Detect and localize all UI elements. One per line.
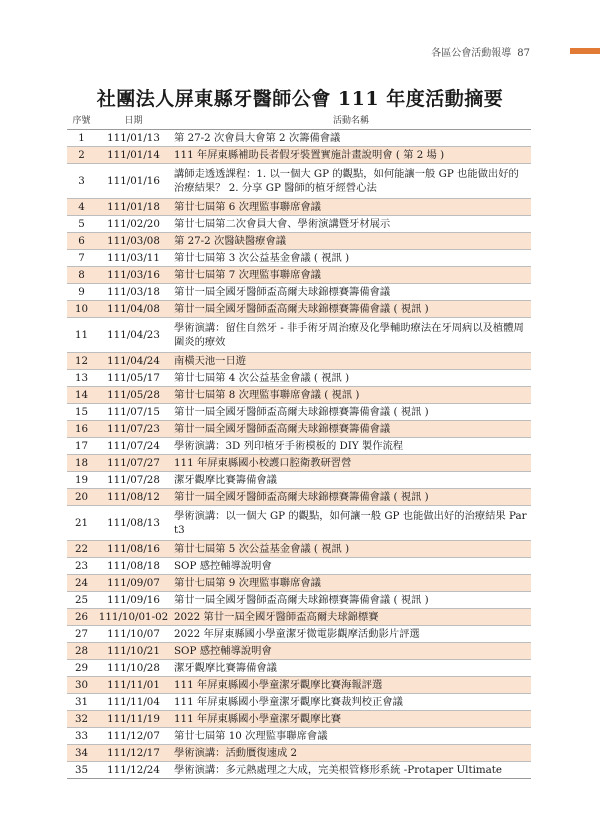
row-date: 111/01/14 [96,147,171,164]
row-activity-name: 2022 第廿一屆全國牙醫師盃高爾夫球錦標賽 [171,609,531,626]
row-number: 5 [67,216,96,233]
section-name: 各區公會活動報導 [431,48,512,59]
table-row [67,626,531,643]
row-activity-name: 講師走透透課程：1. 以一個大 GP 的觀點，如何能讓一般 GP 也能做出好的治療結果？ 2. 分享 GP 醫師的植牙經營心法 [171,164,531,199]
row-activity-name: 學術演講：多元熱處理之大成，完美根管修形系統 -Protaper Ultimate [171,762,531,779]
row-activity-name: 學術演講：3D 列印植牙手術模板的 DIY 製作流程 [171,438,531,455]
row-activity-name: 第 27-2 次會員大會第 2 次籌備會議 [171,130,531,147]
row-number: 27 [67,626,96,643]
row-date: 111/12/24 [96,762,171,779]
row-number: 29 [67,660,96,677]
row-activity-name: 學術演講：以一個大 GP 的觀點，如何讓一般 GP 也能做出好的治療結果 Part3 [171,506,531,541]
page-title: 社團法人屏東縣牙醫師公會 111 年度活動摘要 [96,88,504,110]
row-date: 111/12/17 [96,745,171,762]
table-row [67,575,531,592]
row-number: 1 [67,130,96,147]
row-date: 111/08/18 [96,558,171,575]
row-number: 31 [67,694,96,711]
row-number: 4 [67,199,96,216]
row-date: 111/08/13 [96,506,171,541]
running-header [431,44,530,59]
table-row [67,318,531,353]
row-number: 16 [67,421,96,438]
column-header-name: 活動名稱 [171,113,531,130]
row-date: 111/11/01 [96,677,171,694]
row-number: 12 [67,353,96,370]
row-activity-name: 第廿一屆全國牙醫師盃高爾夫球錦標賽籌備會議 [171,421,531,438]
row-number: 19 [67,472,96,489]
row-date: 111/11/04 [96,694,171,711]
row-number: 26 [67,609,96,626]
row-activity-name: 第廿七屆第 7 次理監事聯席會議 [171,267,531,284]
row-date: 111/03/11 [96,250,171,267]
row-activity-name: 第廿一屆全國牙醫師盃高爾夫球錦標賽籌備會議 ( 視訊 ) [171,301,531,318]
table-row [67,558,531,575]
table-row [67,643,531,660]
row-number: 11 [67,318,96,353]
row-activity-name: 第廿七屆第 6 次理監事聯席會議 [171,199,531,216]
row-date: 111/11/19 [96,711,171,728]
table-row [67,455,531,472]
table-row [67,370,531,387]
row-number: 20 [67,489,96,506]
table-row [67,694,531,711]
row-activity-name: 第廿一屆全國牙醫師盃高爾夫球錦標賽籌備會議 ( 視訊 ) [171,404,531,421]
row-activity-name: 潔牙觀摩比賽籌備會議 [171,660,531,677]
table-row [67,353,531,370]
row-number: 33 [67,728,96,745]
row-date: 111/04/24 [96,353,171,370]
row-activity-name: 第廿一屆全國牙醫師盃高爾夫球錦標賽籌備會議 ( 視訊 ) [171,592,531,609]
column-header-date: 日期 [96,113,171,130]
table-row [67,284,531,301]
table-row [67,609,531,626]
table-row [67,745,531,762]
row-date: 111/08/16 [96,541,171,558]
row-number: 14 [67,387,96,404]
row-number: 25 [67,592,96,609]
row-date: 111/03/16 [96,267,171,284]
row-number: 3 [67,164,96,199]
table-row [67,489,531,506]
table-row [67,130,531,147]
row-number: 30 [67,677,96,694]
row-date: 111/10/21 [96,643,171,660]
table-row [67,541,531,558]
row-activity-name: 111 年屏東縣補助長者假牙裝置實施計畫說明會 ( 第 2 場 ) [171,147,531,164]
table-row [67,199,531,216]
table-row [67,592,531,609]
row-date: 111/07/15 [96,404,171,421]
table-header-row [67,113,531,130]
table-row [67,387,531,404]
row-date: 111/01/13 [96,130,171,147]
row-activity-name: SOP 感控輔導說明會 [171,643,531,660]
table-row [67,711,531,728]
row-activity-name: SOP 感控輔導說明會 [171,558,531,575]
row-activity-name: 111 年屏東縣國小學童潔牙觀摩比賽 [171,711,531,728]
row-date: 111/04/08 [96,301,171,318]
row-date: 111/09/16 [96,592,171,609]
row-number: 2 [67,147,96,164]
activity-table [67,113,531,779]
row-number: 34 [67,745,96,762]
row-number: 22 [67,541,96,558]
table-row [67,660,531,677]
row-activity-name: 第廿七屆第 9 次理監事聯席會議 [171,575,531,592]
row-activity-name: 學術演講：留住自然牙 - 非手術牙周治療及化學輔助療法在牙周病以及植體周圍炎的療效 [171,318,531,353]
row-number: 8 [67,267,96,284]
row-date: 111/07/27 [96,455,171,472]
row-number: 23 [67,558,96,575]
row-number: 28 [67,643,96,660]
row-activity-name: 第廿七屆第二次會員大會、學術演講暨牙材展示 [171,216,531,233]
row-number: 9 [67,284,96,301]
table-row [67,677,531,694]
row-date: 111/10/28 [96,660,171,677]
row-date: 111/07/28 [96,472,171,489]
row-number: 35 [67,762,96,779]
row-number: 6 [67,233,96,250]
row-number: 7 [67,250,96,267]
row-number: 15 [67,404,96,421]
row-date: 111/04/23 [96,318,171,353]
accent-bar [570,48,600,54]
table-row [67,404,531,421]
column-header-no: 序號 [67,113,96,130]
row-date: 111/08/12 [96,489,171,506]
row-activity-name: 第廿七屆第 3 次公益基金會議 ( 視訊 ) [171,250,531,267]
table-row [67,438,531,455]
row-date: 111/05/28 [96,387,171,404]
row-activity-name: 第廿一屆全國牙醫師盃高爾夫球錦標賽籌備會議 ( 視訊 ) [171,489,531,506]
row-activity-name: 111 年屏東縣國小學童潔牙觀摩比賽海報評選 [171,677,531,694]
table-row [67,301,531,318]
row-number: 10 [67,301,96,318]
table-row [67,250,531,267]
row-number: 13 [67,370,96,387]
row-date: 111/02/20 [96,216,171,233]
row-date: 111/01/18 [96,199,171,216]
row-number: 18 [67,455,96,472]
row-activity-name: 潔牙觀摩比賽籌備會議 [171,472,531,489]
row-date: 111/03/08 [96,233,171,250]
row-date: 111/12/07 [96,728,171,745]
row-number: 21 [67,506,96,541]
row-date: 111/09/07 [96,575,171,592]
row-activity-name: 南橫天池一日遊 [171,353,531,370]
row-date: 111/07/24 [96,438,171,455]
row-date: 111/03/18 [96,284,171,301]
row-activity-name: 111 年屏東縣國小學童潔牙觀摩比賽裁判校正會議 [171,694,531,711]
row-activity-name: 第廿七屆第 5 次公益基金會議 ( 視訊 ) [171,541,531,558]
table-row [67,472,531,489]
table-row [67,762,531,779]
table-row [67,164,531,199]
row-activity-name: 第廿七屆第 4 次公益基金會議 ( 視訊 ) [171,370,531,387]
row-activity-name: 第 27-2 次醫缺醫療會議 [171,233,531,250]
table-row [67,421,531,438]
page-number: 87 [517,48,530,59]
row-activity-name: 學術演講：活動贋復速成 2 [171,745,531,762]
row-number: 32 [67,711,96,728]
table-row [67,267,531,284]
row-activity-name: 111 年屏東縣國小校護口腔衛教研習營 [171,455,531,472]
row-activity-name: 2022 年屏東縣國小學童潔牙微電影觀摩活動影片評選 [171,626,531,643]
row-number: 17 [67,438,96,455]
table-row [67,233,531,250]
table-row [67,147,531,164]
row-date: 111/10/01-02 [96,609,171,626]
row-date: 111/07/23 [96,421,171,438]
table-row [67,728,531,745]
table-row [67,216,531,233]
table-row [67,506,531,541]
row-activity-name: 第廿七屆第 10 次理監事聯席會議 [171,728,531,745]
row-date: 111/01/16 [96,164,171,199]
row-date: 111/10/07 [96,626,171,643]
row-activity-name: 第廿一屆全國牙醫師盃高爾夫球錦標賽籌備會議 [171,284,531,301]
row-activity-name: 第廿七屆第 8 次理監事聯席會議 ( 視訊 ) [171,387,531,404]
row-date: 111/05/17 [96,370,171,387]
row-number: 24 [67,575,96,592]
